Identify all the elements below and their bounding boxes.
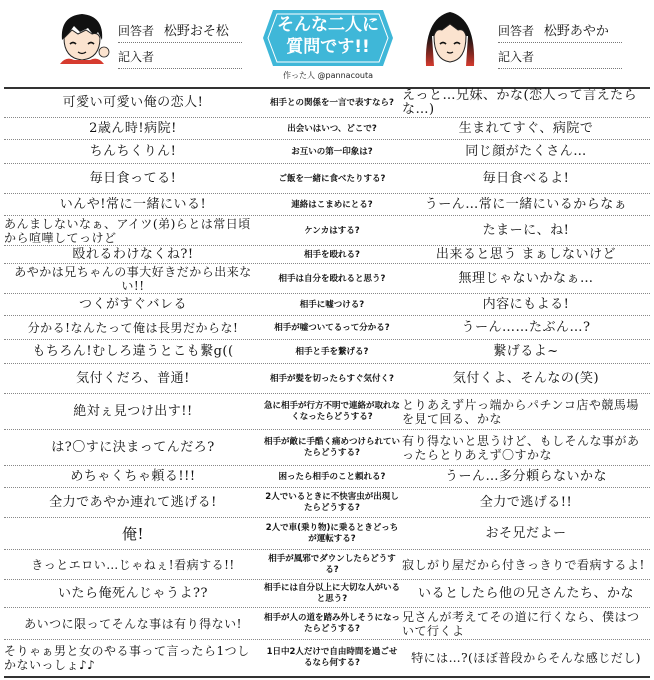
question: 相手が人の道を踏み外しそうになったらどうする? xyxy=(264,613,401,634)
left-answer: 2歳ん時!病院! xyxy=(89,121,177,136)
right-answer: うーん…多分頼らないかな xyxy=(444,469,607,484)
table-row xyxy=(4,549,650,580)
title-line-1: そんな二人に xyxy=(277,15,379,35)
left-answer: きっとエロい…じゃねぇ!看病する!! xyxy=(31,558,235,572)
question: 困ったら相手のこと頼れる? xyxy=(278,471,386,482)
question: 相手が敵に手酷く痛めつけられていたらどうする? xyxy=(264,437,401,458)
table-row xyxy=(4,139,650,164)
right-respondent-label: 回答者 xyxy=(498,24,535,38)
left-respondent-label: 回答者 xyxy=(118,24,155,38)
title-line-2: 質問です!! xyxy=(286,37,370,57)
question: 出会いはいつ、どこで? xyxy=(287,123,377,134)
right-answer: 出来ると思う まぁしないけど xyxy=(435,247,617,262)
right-answer: 同じ顔がたくさん… xyxy=(465,144,587,159)
table-row xyxy=(4,339,650,364)
table-row xyxy=(4,263,650,294)
credit: 作った人 @pannacouta xyxy=(283,71,373,80)
table-row xyxy=(4,163,650,194)
left-answer: ちんちくりん! xyxy=(89,144,177,159)
question: 相手に嘘つける? xyxy=(299,299,365,310)
question: 相手は自分を殴れると思う? xyxy=(278,273,386,284)
table-row xyxy=(4,245,650,264)
table-row xyxy=(4,393,650,430)
question: 相手が嘘ついてるって分かる? xyxy=(274,322,390,333)
question: 連絡はこまめにとる? xyxy=(291,199,373,210)
table-row xyxy=(4,639,650,676)
left-answer: そりゃぁ男と女のやる事って言ったら1つしかないっしょ♪♪ xyxy=(4,644,250,672)
question: 2人で車(乗り物)に乗るときどっちが運転する? xyxy=(265,523,399,544)
right-answer: おそ兄だよー xyxy=(485,526,567,541)
table-row xyxy=(4,487,650,518)
question: ご飯を一緒に食べたりする? xyxy=(278,173,386,184)
left-answer: 殴れるわけなくね?! xyxy=(72,247,194,262)
question: 相手と手を繋げる? xyxy=(295,346,369,357)
left-respondent-name: 松野おそ松 xyxy=(163,24,229,39)
right-answer: うーん……たぶん…? xyxy=(461,320,591,335)
question: 相手を殴れる? xyxy=(304,249,360,260)
table-row xyxy=(4,117,650,140)
left-answer: あんましないなぁ、アイツ(弟)らとは常日頃から喧嘩してっけど xyxy=(4,217,251,245)
table-row xyxy=(4,87,650,117)
left-answer: めちゃくちゃ頼る!!! xyxy=(70,469,196,484)
question: 相手が風邪でダウンしたらどうする? xyxy=(268,554,396,575)
table-row xyxy=(4,607,650,640)
right-answer: 内容にもよる! xyxy=(482,297,570,312)
right-answer: 気付くよ、そんなの(笑) xyxy=(452,371,600,386)
table-bottom-border xyxy=(4,676,650,678)
right-answer: 寂しがり屋だから付きっきりで看病するよ! xyxy=(402,558,645,572)
right-answer: とりあえず片っ端からパチンコ店や競馬場を見て回る、かな xyxy=(402,398,639,426)
right-recorder-label: 記入者 xyxy=(498,50,535,64)
right-answer: たまーに、ね! xyxy=(482,223,570,238)
left-answer: いんや!常に一緒にいる! xyxy=(59,197,207,212)
left-answer: あいつに限ってそんな事は有り得ない! xyxy=(24,617,242,631)
table-row xyxy=(4,579,650,608)
left-answer: もちろん!むしろ違うとこも繋g(( xyxy=(32,344,234,359)
title xyxy=(263,14,393,58)
question: 1日中2人だけで自由時間を過ごせるなら何する? xyxy=(266,647,398,668)
right-answer: いるとしたら他の兄さんたち、かな xyxy=(417,586,634,601)
table-row xyxy=(4,363,650,394)
question: 相手には自分以上に大切な人がいると思う? xyxy=(264,583,401,604)
left-answer: 俺! xyxy=(121,525,145,543)
left-answer: あやかは兄ちゃんの事大好きだから出来ない!! xyxy=(14,265,252,293)
ayaka-avatar xyxy=(420,6,480,66)
header xyxy=(0,0,654,88)
right-recorder-line xyxy=(498,46,622,69)
left-recorder-line xyxy=(118,46,242,69)
right-respondent-name: 松野あやか xyxy=(543,24,609,39)
left-answer: 分かる!なんたって俺は長男だからな! xyxy=(27,321,239,335)
left-answer: 毎日食ってる! xyxy=(89,171,177,186)
table-row xyxy=(4,315,650,340)
left-answer: 気付くだろ、普通! xyxy=(76,371,190,386)
table-row xyxy=(4,193,650,216)
question: 急に相手が行方不明で連絡が取れなくなったらどうする? xyxy=(264,401,401,422)
table-row xyxy=(4,293,650,316)
right-answer: 無理じゃないかなぁ… xyxy=(458,271,594,286)
right-answer: 兄さんが考えてその道に行くなら、僕はついて行くよ xyxy=(402,610,640,638)
right-answer: 有り得ないと思うけど、もしそんな事があったらとりあえず〇すかな xyxy=(402,434,640,462)
question: 2人でいるときに不快害虫が出現したらどうする? xyxy=(265,492,399,513)
left-respondent-line xyxy=(118,20,242,43)
question: お互いの第一印象は? xyxy=(291,146,373,157)
left-answer: 可愛い可愛い俺の恋人! xyxy=(62,95,204,110)
left-answer: は?〇すに決まってんだろ? xyxy=(51,440,215,455)
table-row xyxy=(4,429,650,466)
osomatsu-avatar xyxy=(52,6,112,66)
right-respondent-line xyxy=(498,20,622,43)
right-answer: うーん…常に一緒にいるからなぁ xyxy=(424,197,628,212)
table-row xyxy=(4,465,650,488)
table-row xyxy=(4,215,650,246)
left-answer: 絶対ぇ見つけ出す!! xyxy=(73,404,193,419)
right-answer: 全力で逃げる!! xyxy=(479,495,573,510)
question: 相手が髪を切ったらすぐ気付く? xyxy=(270,373,394,384)
left-answer: いたら俺死んじゃうよ?? xyxy=(58,586,208,601)
left-answer: つくがすぐバレる xyxy=(78,297,187,312)
left-recorder-label: 記入者 xyxy=(118,50,155,64)
right-answer: 毎日食べるよ! xyxy=(482,171,570,186)
table-row xyxy=(4,517,650,550)
right-answer: 繋げるよ~ xyxy=(493,344,559,359)
question: 相手との関係を一言で表すなら? xyxy=(270,97,394,108)
question: ケンカはする? xyxy=(304,225,360,236)
right-answer: 特には…?(ほぼ普段からそんな感じだし) xyxy=(411,651,641,665)
right-answer: えっと…兄妹、かな(恋人って言えたらな…) xyxy=(402,88,638,117)
right-answer: 生まれてすぐ、病院で xyxy=(458,121,594,136)
left-answer: 全力であやか連れて逃げる! xyxy=(49,495,217,510)
